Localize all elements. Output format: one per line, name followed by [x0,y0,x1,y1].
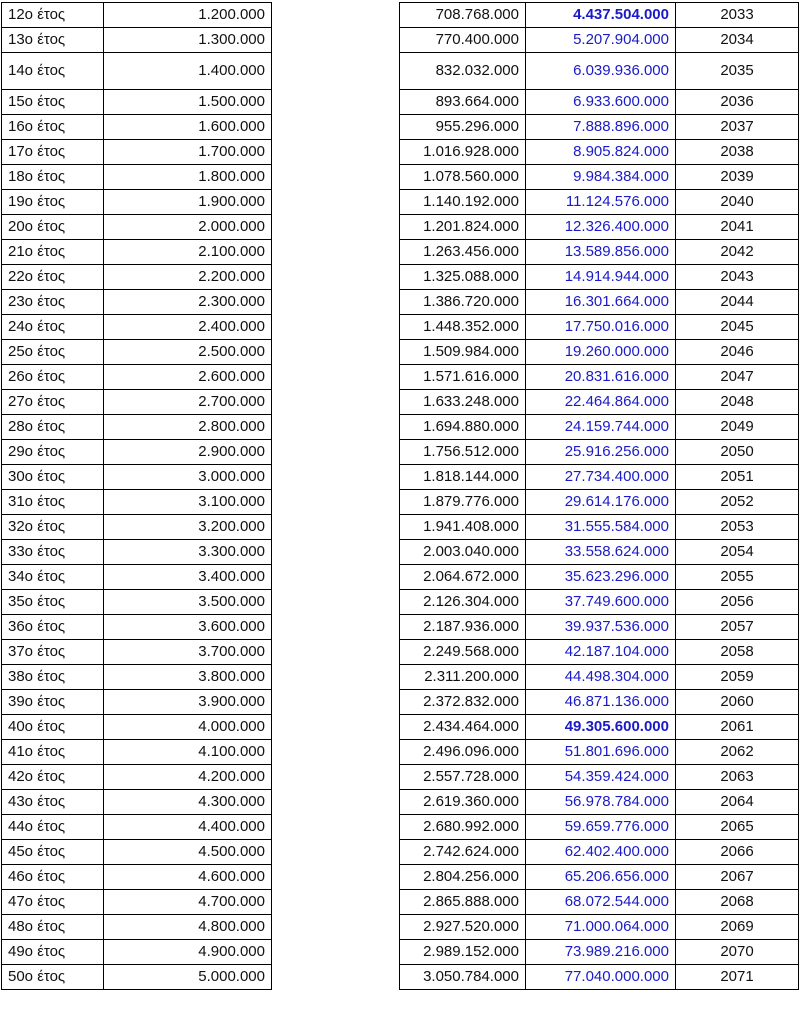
amount-cell: 3.700.000 [104,640,272,665]
yearly-amount-cell: 770.400.000 [400,28,526,53]
cumulative-total-cell: 24.159.744.000 [526,415,676,440]
table-row [2,840,799,865]
table-row [2,315,799,340]
amount-cell: 3.800.000 [104,665,272,690]
table-row [2,140,799,165]
empty-cell [272,165,400,190]
year-label: 42ο έτος [2,765,104,790]
empty-cell [272,240,400,265]
table-row [2,490,799,515]
empty-cell [272,190,400,215]
cumulative-total-cell: 59.659.776.000 [526,815,676,840]
cumulative-total-cell: 49.305.600.000 [526,715,676,740]
empty-cell [272,740,400,765]
cumulative-total-cell: 9.984.384.000 [526,165,676,190]
table-row [2,190,799,215]
year-label: 49ο έτος [2,940,104,965]
yearly-amount-cell: 2.311.200.000 [400,665,526,690]
cumulative-total-cell: 20.831.616.000 [526,365,676,390]
yearly-amount-cell: 2.064.672.000 [400,565,526,590]
year-label: 37ο έτος [2,640,104,665]
table-row [2,115,799,140]
empty-cell [272,565,400,590]
empty-cell [272,865,400,890]
year-label: 29ο έτος [2,440,104,465]
year-label: 34ο έτος [2,565,104,590]
amount-cell: 1.800.000 [104,165,272,190]
empty-cell [272,640,400,665]
cumulative-total-cell: 39.937.536.000 [526,615,676,640]
empty-cell [272,140,400,165]
yearly-amount-cell: 2.557.728.000 [400,765,526,790]
cumulative-total-cell: 6.933.600.000 [526,90,676,115]
empty-cell [272,890,400,915]
year-label: 50ο έτος [2,965,104,990]
cumulative-total-cell: 22.464.864.000 [526,390,676,415]
yearly-amount-cell: 1.325.088.000 [400,265,526,290]
year-label: 36ο έτος [2,615,104,640]
yearly-amount-cell: 955.296.000 [400,115,526,140]
yearly-amount-cell: 2.680.992.000 [400,815,526,840]
calendar-year-cell: 2061 [676,715,799,740]
amount-cell: 2.300.000 [104,290,272,315]
yearly-amount-cell: 2.434.464.000 [400,715,526,740]
year-label: 27ο έτος [2,390,104,415]
cumulative-total-cell: 62.402.400.000 [526,840,676,865]
year-label: 17ο έτος [2,140,104,165]
year-label: 48ο έτος [2,915,104,940]
table-row [2,3,799,28]
calendar-year-cell: 2065 [676,815,799,840]
table-row [2,590,799,615]
yearly-amount-cell: 1.078.560.000 [400,165,526,190]
table-row [2,215,799,240]
table-row [2,465,799,490]
yearly-amount-cell: 1.386.720.000 [400,290,526,315]
calendar-year-cell: 2043 [676,265,799,290]
table-row [2,790,799,815]
amount-cell: 2.100.000 [104,240,272,265]
year-label: 20ο έτος [2,215,104,240]
table-row [2,940,799,965]
empty-cell [272,690,400,715]
table-row [2,965,799,990]
empty-cell [272,965,400,990]
cumulative-total-cell: 25.916.256.000 [526,440,676,465]
calendar-year-cell: 2046 [676,340,799,365]
calendar-year-cell: 2037 [676,115,799,140]
amount-cell: 4.500.000 [104,840,272,865]
table-row [2,740,799,765]
year-label: 15ο έτος [2,90,104,115]
calendar-year-cell: 2040 [676,190,799,215]
amount-cell: 1.400.000 [104,53,272,90]
empty-cell [272,840,400,865]
empty-cell [272,340,400,365]
year-label: 14ο έτος [2,53,104,90]
cumulative-total-cell: 11.124.576.000 [526,190,676,215]
empty-cell [272,590,400,615]
table-row [2,515,799,540]
table-row [2,665,799,690]
table-row [2,640,799,665]
year-label: 25ο έτος [2,340,104,365]
empty-cell [272,615,400,640]
cumulative-total-cell: 42.187.104.000 [526,640,676,665]
empty-cell [272,665,400,690]
cumulative-total-cell: 37.749.600.000 [526,590,676,615]
empty-cell [272,490,400,515]
year-label: 44ο έτος [2,815,104,840]
calendar-year-cell: 2049 [676,415,799,440]
cumulative-total-cell: 7.888.896.000 [526,115,676,140]
calendar-year-cell: 2052 [676,490,799,515]
calendar-year-cell: 2047 [676,365,799,390]
calendar-year-cell: 2068 [676,890,799,915]
yearly-amount-cell: 832.032.000 [400,53,526,90]
empty-cell [272,415,400,440]
year-label: 43ο έτος [2,790,104,815]
calendar-year-cell: 2053 [676,515,799,540]
empty-cell [272,390,400,415]
amount-cell: 4.000.000 [104,715,272,740]
cumulative-total-cell: 51.801.696.000 [526,740,676,765]
year-label: 22ο έτος [2,265,104,290]
amount-cell: 3.400.000 [104,565,272,590]
amount-cell: 3.600.000 [104,615,272,640]
calendar-year-cell: 2054 [676,540,799,565]
year-label: 18ο έτος [2,165,104,190]
year-label: 28ο έτος [2,415,104,440]
table-row [2,415,799,440]
year-projection-table [1,2,799,990]
cumulative-total-cell: 56.978.784.000 [526,790,676,815]
yearly-amount-cell: 2.989.152.000 [400,940,526,965]
calendar-year-cell: 2045 [676,315,799,340]
year-label: 33ο έτος [2,540,104,565]
table-row [2,440,799,465]
calendar-year-cell: 2063 [676,765,799,790]
year-label: 45ο έτος [2,840,104,865]
cumulative-total-cell: 44.498.304.000 [526,665,676,690]
calendar-year-cell: 2067 [676,865,799,890]
empty-cell [272,215,400,240]
year-label: 30ο έτος [2,465,104,490]
calendar-year-cell: 2050 [676,440,799,465]
calendar-year-cell: 2055 [676,565,799,590]
amount-cell: 4.400.000 [104,815,272,840]
year-label: 40ο έτος [2,715,104,740]
empty-cell [272,790,400,815]
table-row [2,765,799,790]
calendar-year-cell: 2066 [676,840,799,865]
year-label: 24ο έτος [2,315,104,340]
empty-cell [272,365,400,390]
cumulative-total-cell: 12.326.400.000 [526,215,676,240]
cumulative-total-cell: 33.558.624.000 [526,540,676,565]
yearly-amount-cell: 1.879.776.000 [400,490,526,515]
amount-cell: 1.500.000 [104,90,272,115]
calendar-year-cell: 2056 [676,590,799,615]
yearly-amount-cell: 2.003.040.000 [400,540,526,565]
calendar-year-cell: 2071 [676,965,799,990]
cumulative-total-cell: 54.359.424.000 [526,765,676,790]
empty-cell [272,265,400,290]
yearly-amount-cell: 1.941.408.000 [400,515,526,540]
cumulative-total-cell: 73.989.216.000 [526,940,676,965]
empty-cell [272,28,400,53]
calendar-year-cell: 2035 [676,53,799,90]
cumulative-total-cell: 16.301.664.000 [526,290,676,315]
amount-cell: 1.300.000 [104,28,272,53]
calendar-year-cell: 2059 [676,665,799,690]
calendar-year-cell: 2041 [676,215,799,240]
amount-cell: 2.200.000 [104,265,272,290]
table-row [2,615,799,640]
table-row [2,53,799,90]
amount-cell: 4.200.000 [104,765,272,790]
yearly-amount-cell: 1.201.824.000 [400,215,526,240]
cumulative-total-cell: 65.206.656.000 [526,865,676,890]
cumulative-total-cell: 5.207.904.000 [526,28,676,53]
amount-cell: 2.900.000 [104,440,272,465]
table-row [2,340,799,365]
calendar-year-cell: 2070 [676,940,799,965]
cumulative-total-cell: 8.905.824.000 [526,140,676,165]
amount-cell: 1.900.000 [104,190,272,215]
yearly-amount-cell: 3.050.784.000 [400,965,526,990]
empty-cell [272,115,400,140]
amount-cell: 2.000.000 [104,215,272,240]
year-label: 46ο έτος [2,865,104,890]
cumulative-total-cell: 6.039.936.000 [526,53,676,90]
year-label: 35ο έτος [2,590,104,615]
cumulative-total-cell: 35.623.296.000 [526,565,676,590]
table-row [2,715,799,740]
table-row [2,890,799,915]
yearly-amount-cell: 1.571.616.000 [400,365,526,390]
yearly-amount-cell: 2.187.936.000 [400,615,526,640]
empty-cell [272,765,400,790]
table-row [2,390,799,415]
cumulative-total-cell: 17.750.016.000 [526,315,676,340]
yearly-amount-cell: 1.756.512.000 [400,440,526,465]
cumulative-total-cell: 29.614.176.000 [526,490,676,515]
amount-cell: 3.100.000 [104,490,272,515]
year-label: 19ο έτος [2,190,104,215]
yearly-amount-cell: 1.140.192.000 [400,190,526,215]
year-label: 21ο έτος [2,240,104,265]
calendar-year-cell: 2051 [676,465,799,490]
year-label: 31ο έτος [2,490,104,515]
table-row [2,815,799,840]
year-label: 41ο έτος [2,740,104,765]
cumulative-total-cell: 4.437.504.000 [526,3,676,28]
table-row [2,290,799,315]
empty-cell [272,315,400,340]
amount-cell: 3.500.000 [104,590,272,615]
yearly-amount-cell: 1.263.456.000 [400,240,526,265]
cumulative-total-cell: 77.040.000.000 [526,965,676,990]
empty-cell [272,515,400,540]
table-row [2,90,799,115]
yearly-amount-cell: 2.804.256.000 [400,865,526,890]
year-label: 26ο έτος [2,365,104,390]
amount-cell: 4.700.000 [104,890,272,915]
empty-cell [272,440,400,465]
table-row [2,915,799,940]
yearly-amount-cell: 2.927.520.000 [400,915,526,940]
cumulative-total-cell: 19.260.000.000 [526,340,676,365]
table-row [2,240,799,265]
year-label: 13ο έτος [2,28,104,53]
yearly-amount-cell: 2.865.888.000 [400,890,526,915]
empty-cell [272,90,400,115]
calendar-year-cell: 2036 [676,90,799,115]
cumulative-total-cell: 31.555.584.000 [526,515,676,540]
calendar-year-cell: 2034 [676,28,799,53]
calendar-year-cell: 2038 [676,140,799,165]
cumulative-total-cell: 13.589.856.000 [526,240,676,265]
year-label: 38ο έτος [2,665,104,690]
year-label: 39ο έτος [2,690,104,715]
calendar-year-cell: 2044 [676,290,799,315]
table-row [2,865,799,890]
amount-cell: 2.500.000 [104,340,272,365]
calendar-year-cell: 2033 [676,3,799,28]
yearly-amount-cell: 2.372.832.000 [400,690,526,715]
year-label: 32ο έτος [2,515,104,540]
yearly-amount-cell: 1.633.248.000 [400,390,526,415]
yearly-amount-cell: 2.619.360.000 [400,790,526,815]
calendar-year-cell: 2048 [676,390,799,415]
empty-cell [272,53,400,90]
year-label: 23ο έτος [2,290,104,315]
amount-cell: 2.600.000 [104,365,272,390]
empty-cell [272,915,400,940]
yearly-amount-cell: 1.509.984.000 [400,340,526,365]
empty-cell [272,290,400,315]
amount-cell: 4.900.000 [104,940,272,965]
amount-cell: 4.800.000 [104,915,272,940]
amount-cell: 2.700.000 [104,390,272,415]
yearly-amount-cell: 1.448.352.000 [400,315,526,340]
calendar-year-cell: 2069 [676,915,799,940]
calendar-year-cell: 2064 [676,790,799,815]
calendar-year-cell: 2060 [676,690,799,715]
amount-cell: 3.900.000 [104,690,272,715]
year-label: 12ο έτος [2,3,104,28]
cumulative-total-cell: 46.871.136.000 [526,690,676,715]
yearly-amount-cell: 893.664.000 [400,90,526,115]
amount-cell: 1.700.000 [104,140,272,165]
amount-cell: 3.000.000 [104,465,272,490]
yearly-amount-cell: 2.249.568.000 [400,640,526,665]
yearly-amount-cell: 2.496.096.000 [400,740,526,765]
empty-cell [272,815,400,840]
calendar-year-cell: 2057 [676,615,799,640]
calendar-year-cell: 2042 [676,240,799,265]
yearly-amount-cell: 2.742.624.000 [400,840,526,865]
table-row [2,265,799,290]
table-row [2,165,799,190]
cumulative-total-cell: 14.914.944.000 [526,265,676,290]
empty-cell [272,715,400,740]
table-row [2,565,799,590]
empty-cell [272,3,400,28]
amount-cell: 4.600.000 [104,865,272,890]
amount-cell: 1.200.000 [104,3,272,28]
table-body [2,3,799,990]
yearly-amount-cell: 1.818.144.000 [400,465,526,490]
amount-cell: 4.300.000 [104,790,272,815]
cumulative-total-cell: 68.072.544.000 [526,890,676,915]
empty-cell [272,940,400,965]
empty-cell [272,540,400,565]
table-row [2,28,799,53]
empty-cell [272,465,400,490]
amount-cell: 2.800.000 [104,415,272,440]
amount-cell: 3.300.000 [104,540,272,565]
amount-cell: 5.000.000 [104,965,272,990]
yearly-amount-cell: 1.694.880.000 [400,415,526,440]
year-label: 16ο έτος [2,115,104,140]
yearly-amount-cell: 1.016.928.000 [400,140,526,165]
amount-cell: 2.400.000 [104,315,272,340]
amount-cell: 1.600.000 [104,115,272,140]
cumulative-total-cell: 27.734.400.000 [526,465,676,490]
amount-cell: 3.200.000 [104,515,272,540]
table-row [2,540,799,565]
calendar-year-cell: 2039 [676,165,799,190]
table-row [2,690,799,715]
yearly-amount-cell: 2.126.304.000 [400,590,526,615]
cumulative-total-cell: 71.000.064.000 [526,915,676,940]
table-row [2,365,799,390]
calendar-year-cell: 2062 [676,740,799,765]
calendar-year-cell: 2058 [676,640,799,665]
amount-cell: 4.100.000 [104,740,272,765]
year-label: 47ο έτος [2,890,104,915]
yearly-amount-cell: 708.768.000 [400,3,526,28]
